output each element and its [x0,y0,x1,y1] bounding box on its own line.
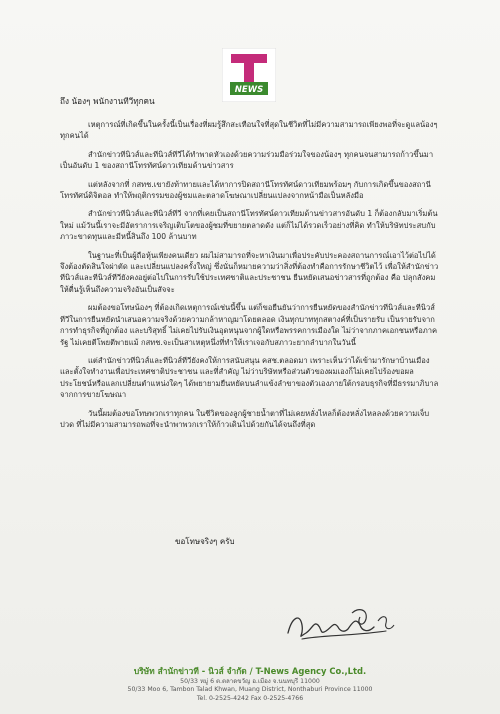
closing-line: ขอโทษจริงๆ ครับ [175,537,235,546]
handwritten-signature [282,603,402,645]
paragraph: แต่หลังจากที่ กสทช.เขายังท้าทายและได้หาการปิดสถานีโทรทัศน์ดาวเทียมพร้อมๆ กับการเกิดขึ้นของสถานีโทรทัศน์ดิจิตอล ทำให้พฤติกรรมของผู้ชมและตลาดโฆษณาเปลี่ยนแปลงจากหน้ามือเป็นหลังมือ [60,179,431,201]
paragraph: ผมต้องขอโทษน้องๆ ที่ต้องเกิดเหตุการณ์เช่นนี้ขึ้น แต่ก็ขอยืนยันว่าการยืนหยัดของสำนักข่าวทีนิวส์และทีนิวส์ทีวีในการยืนหยัดนำเสนอความจริงด้วยความกล้าหาญมาโดยตลอด เงินทุกบาททุกสตางค์ที่เป็นรายรับ เป็นรายรับจากการทำธุรกิจที่ถูกต้อง และบริสุทธิ์ ไม่เคยไปรับเงินอุดหนุนจากผู้ใดหรือพรรคการเมืองใด ไม่ว่าจากภาคเอกชนหรือภาครัฐ ไม่เคยตีโพยตีพายแม้ กสทช.จะเป็นสาเหตุหนึ่งที่ทำให้เราเจอกับสภาวะยากลำบากในวันนี้ [60,303,438,347]
address-thai: 50/33 หมู่ 6 ต.ตลาดขวัญ อ.เมือง จ.นนทบุรี 11000 [180,678,320,685]
paragraph: ในฐานะที่เป็นผู้ถือหุ้นเพียงคนเดียว ผมไม่สามารถที่จะหาเงินมาเพื่อประคับประคองสถานการณ์เอาไว้ต่อไปได้ จึงต้องตัดสินใจผ่าตัด และเปลี่ยนแปลงครั้งใหญ่ ซึ่งนั่นก็หมายความว่าสิ่งที่ต้องทำคือการรักษาชีวิตไว้ เพื่อให้สำนักข่าวทีนิวส์และทีนิวส์ทีวียังคงอยู่ต่อไปในการรับใช้ประเทศชาติและประชาชน ยืนหยัดเสนอข่าวสารที่ถูกต้อง คือ ปลุกสังคมให้ตื่นรู้เห็นถึงความจริงอันเป็นสัจจะ [60,250,439,294]
letterhead-footer [0,664,500,703]
paragraph: สำนักข่าวทีนิวส์และทีนิวส์ทีวีได้ทำพาดหัวเองด้วยความร่วมมือร่วมใจของน้องๆ ทุกคนจนสามารถก้าวขึ้นมาเป็นอันดับ 1 ของสถานีโทรทัศน์ดาวเทียมด้านข่าวสาร [60,149,434,171]
contact-phone: Tel. 0-2525-4242 Fax 0-2525-4766 [196,694,304,702]
address-english: 50/33 Moo 6, Tambon Talad Khwan, Muang District, Nonthaburi Province 11000 [127,686,373,694]
salutation: ถึง น้องๆ พนักงานทีวีทุกคน [60,96,155,106]
paragraph: วันนี้ผมต้องขอโทษพวกเราทุกคน ในชีวิตของลูกผู้ชายน้ำตาที่ไม่เคยหลั่งไหลก็ต้องหลั่งไหลลงด้วยความเจ็บปวด ที่ไม่มีความสามารถพอที่จะนำพาพวกเราให้ก้าวเดินไปด้วยกันได้จนถึงที่สุด [60,408,430,429]
tnews-logo [222,48,276,102]
paragraph: แต่สำนักข่าวทีนิวส์และทีนิวส์ทีวียังคงให้การสนับสนุน คสช.ตลอดมา เพราะเห็นว่าได้เข้ามารักษาบ้านเมือง และตั้งใจทำงานเพื่อประเทศชาติประชาชน และที่สำคัญ ไม่ว่าบริษัทหรือส่วนตัวของผมเองก็ไม่เคยไปร้องขอผลประโยชน์หรือแลกเปลี่ยนตำแหน่งใดๆ ได้พยายามยืนหยัดบนลำแข้งลำขาของตัวเองภายใต้กรอบธุรกิจที่มีธรรมาภิบาลจากการขายโฆษณา [60,355,439,400]
paragraph: สำนักข่าวทีนิวส์และทีนิวส์ทีวี จากที่เคยเป็นสถานีโทรทัศน์ดาวเทียมด้านข่าวสารอันดับ 1 ก็ต้องกลับมาเริ่มต้นใหม่ แม้วันนี้เราจะมีอัตราการเจริญเติบโตของผู้ชมที่ขยายตลาดดัง แต่ก็ไม่ได้รวดเร็วอย่างที่คิด ทำให้บริษัทประสบกับภาวะขาดทุนและมีหนี้สินถึง 100 ล้านบาท [60,209,438,242]
company-name: บริษัท สำนักข่าวที - นิวส์ จำกัด / T-News Agency Co.,Ltd. [133,666,367,676]
svg-text:NEWS: NEWS [234,85,264,95]
letter-body [60,119,440,437]
paragraph: เหตุการณ์ที่เกิดขึ้นในครั้งนี้เป็นเรื่องที่ผมรู้สึกสะเทือนใจที่สุดในชีวิตที่ไม่มีความสามารถเพียงพอที่จะดูแลน้องๆ ทุกคนได้ [60,120,438,141]
